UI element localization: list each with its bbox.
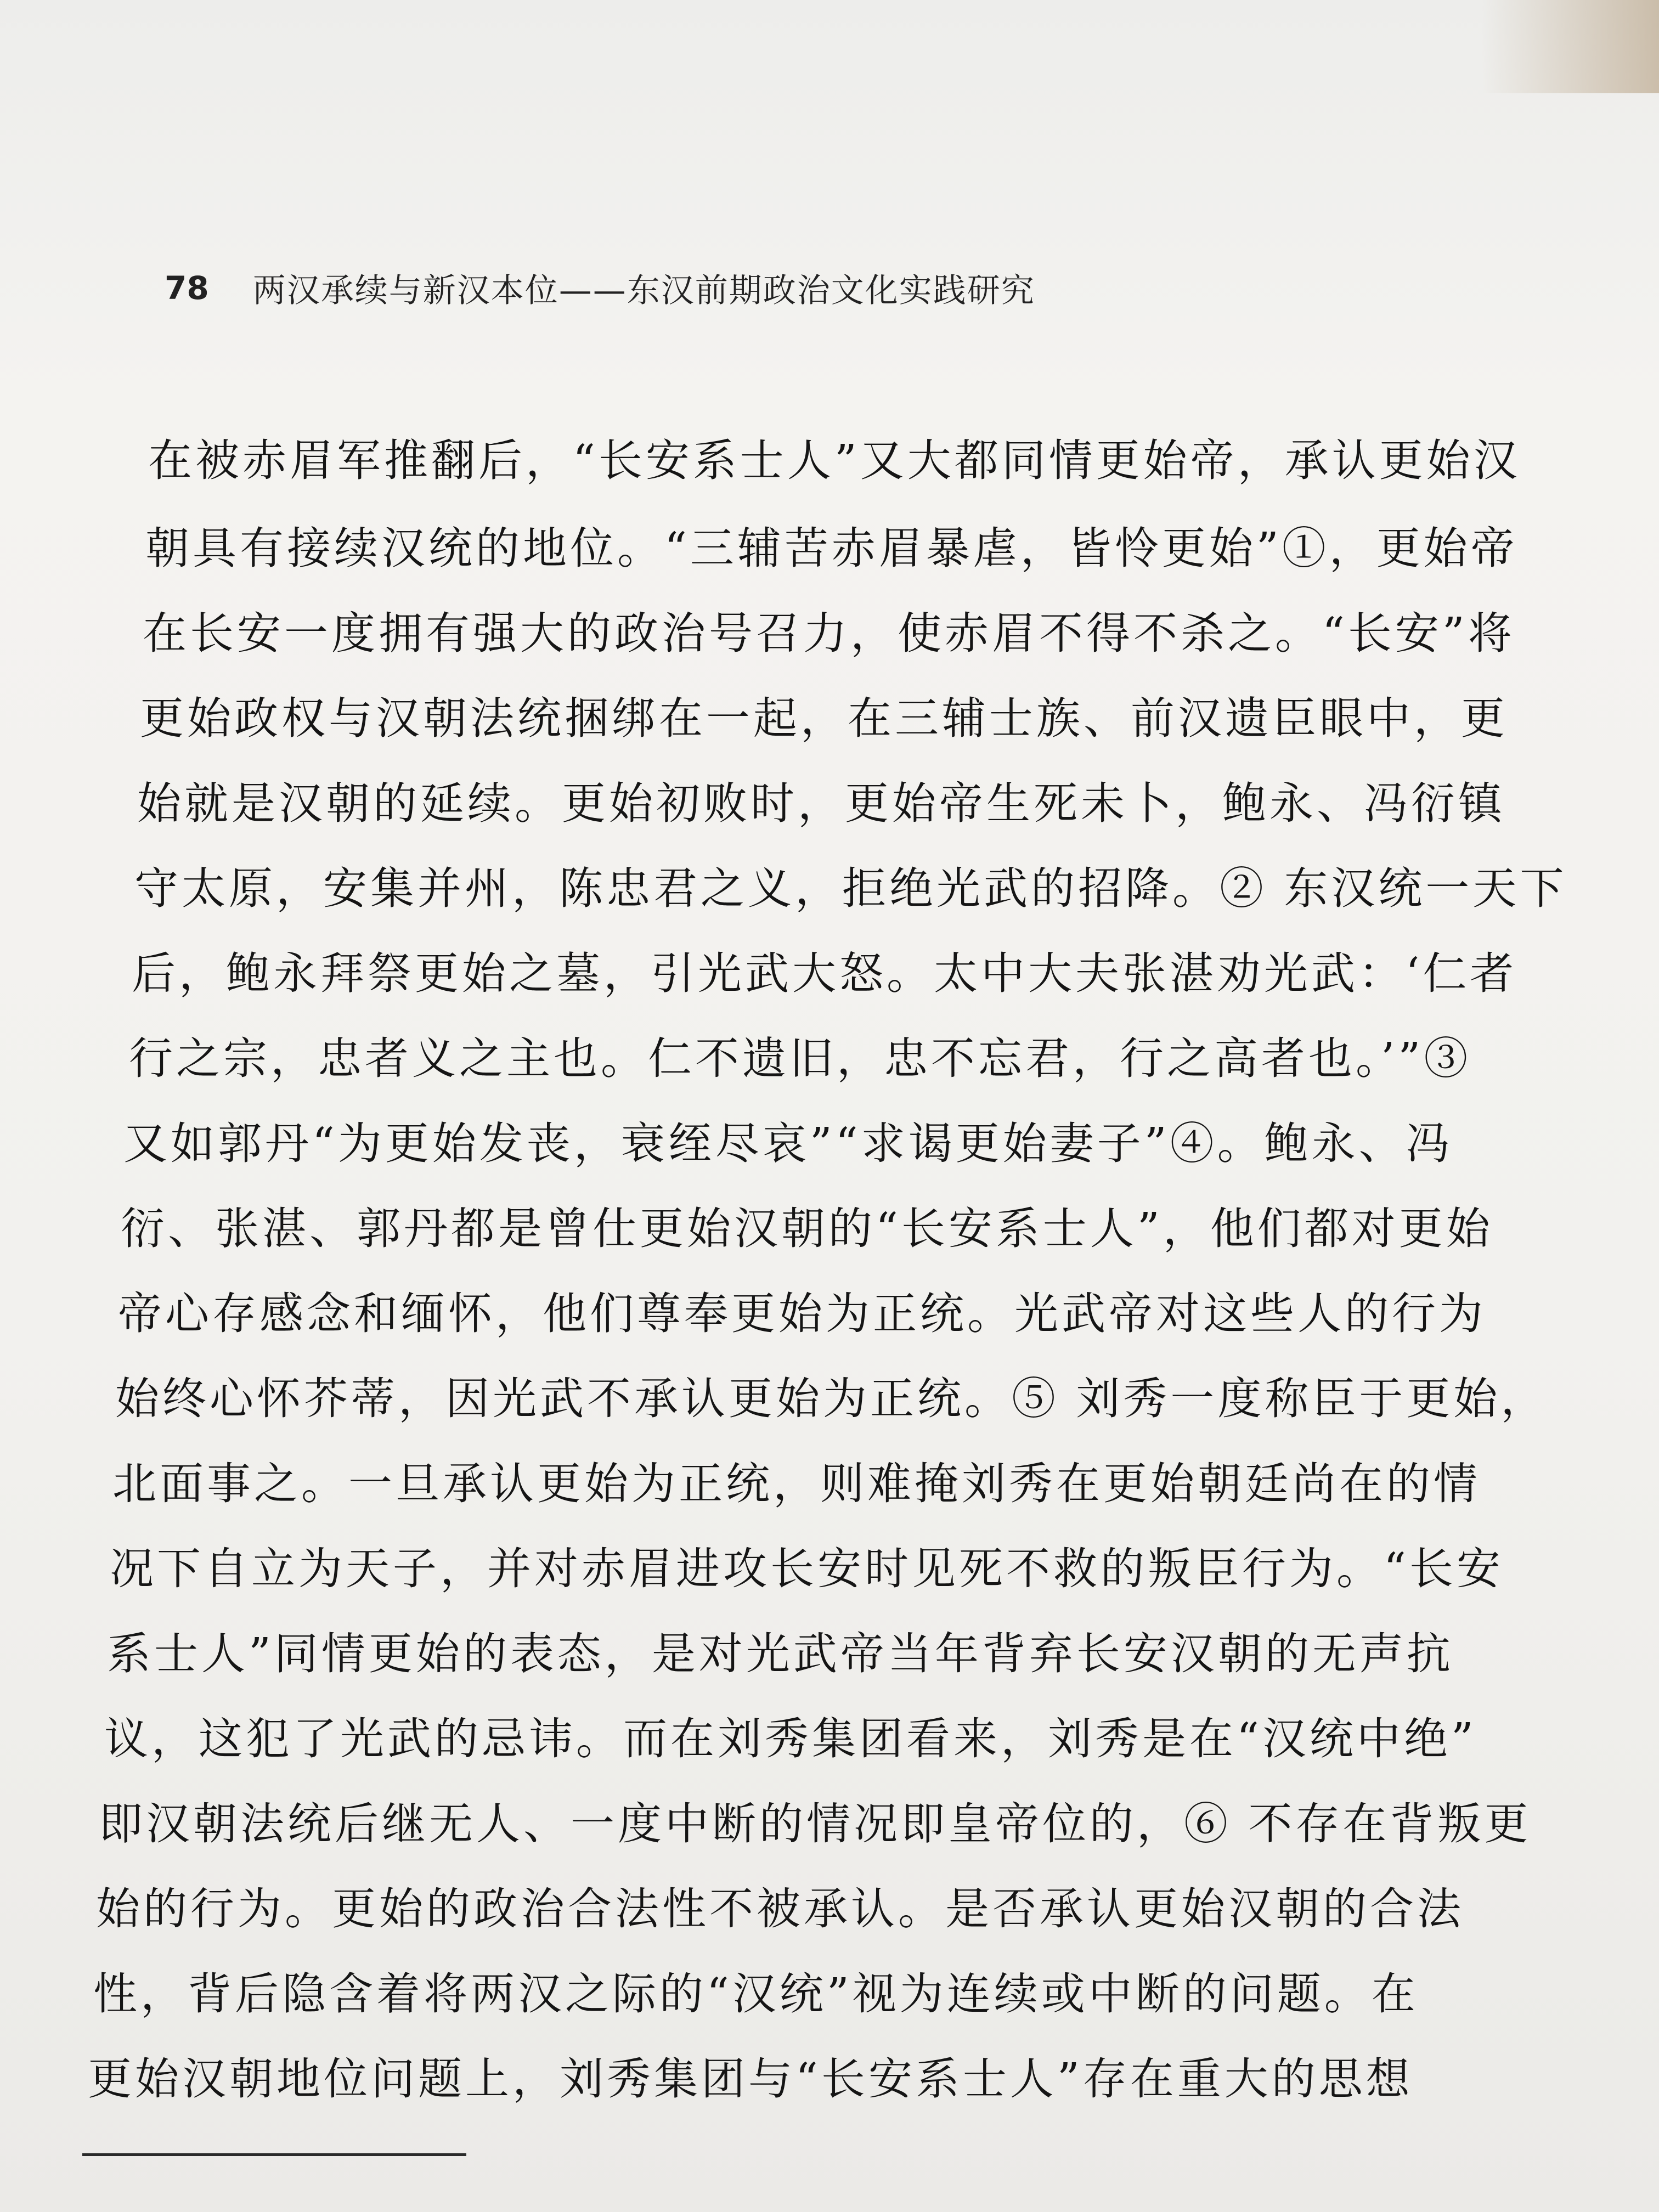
footnote-divider	[82, 2153, 466, 2156]
text-line: 衍、张湛、郭丹都是曾仕更始汉朝的“长安系士人”，他们都对更始	[121, 1203, 1493, 1254]
text-line: 系士人”同情更始的表态，是对光武帝当年背弃长安汉朝的无声抗	[107, 1628, 1454, 1679]
text-line: 在被赤眉军推翻后，“长安系士人”又大都同情更始帝，承认更始汉	[148, 435, 1521, 486]
text-line: 性，背后隐含着将两汉之际的“汉统”视为连续或中断的问题。在	[93, 1968, 1419, 2019]
text-line: 始就是汉朝的延续。更始初败时，更始帝生死未卜，鲍永、冯衍镇	[137, 778, 1505, 829]
text-line: 行之宗，忠者义之主也。仁不遗旧，忠不忘君，行之高者也。’”③	[129, 1033, 1471, 1084]
page-number: 78	[165, 269, 209, 307]
text-line: 始的行为。更始的政治合法性不被承认。是否承认更始汉朝的合法	[96, 1883, 1464, 1934]
text-line: 即汉朝法统后继无人、一度中断的情况即皇帝位的，⑥ 不存在背叛更	[99, 1798, 1532, 1849]
text-line: 后，鲍永拜祭更始之墓，引光武大怒。太中大夫张湛劝光武：‘仁者	[132, 948, 1517, 999]
text-line: 守太原，安集并州，陈忠君之义，拒绝光武的招降。② 东汉统一天下	[134, 863, 1567, 914]
text-line: 朝具有接续汉统的地位。“三辅苦赤眉暴虐，皆怜更始”①，更始帝	[145, 523, 1518, 574]
text-line: 在长安一度拥有强大的政治号召力，使赤眉不得不杀之。“长安”将	[143, 608, 1515, 659]
book-title: 两汉承续与新汉本位——东汉前期政治文化实践研究	[252, 272, 1035, 310]
text-line: 况下自立为天子，并对赤眉进攻长安时见死不救的叛臣行为。“长安	[110, 1543, 1504, 1594]
text-line: 始终心怀芥蒂，因光武不承认更始为正统。⑤ 刘秀一度称臣于更始，	[115, 1373, 1548, 1424]
text-line: 议，这犯了光武的忌讳。而在刘秀集团看来，刘秀是在“汉统中绝”	[104, 1713, 1477, 1764]
text-line: 又如郭丹“为更始发丧，衰绖尽哀”“求谒更始妻子”④。鲍永、冯	[123, 1118, 1453, 1169]
text-line: 北面事之。一旦承认更始为正统，则难掩刘秀在更始朝廷尚在的情	[112, 1458, 1481, 1509]
text-line: 更始政权与汉朝法统捆绑在一起，在三辅士族、前汉遗臣眼中，更	[140, 693, 1508, 744]
text-line: 帝心存感念和缅怀，他们尊奉更始为正统。光武帝对这些人的行为	[118, 1288, 1486, 1339]
text-line: 更始汉朝地位问题上，刘秀集团与“长安系士人”存在重大的思想	[88, 2053, 1413, 2104]
